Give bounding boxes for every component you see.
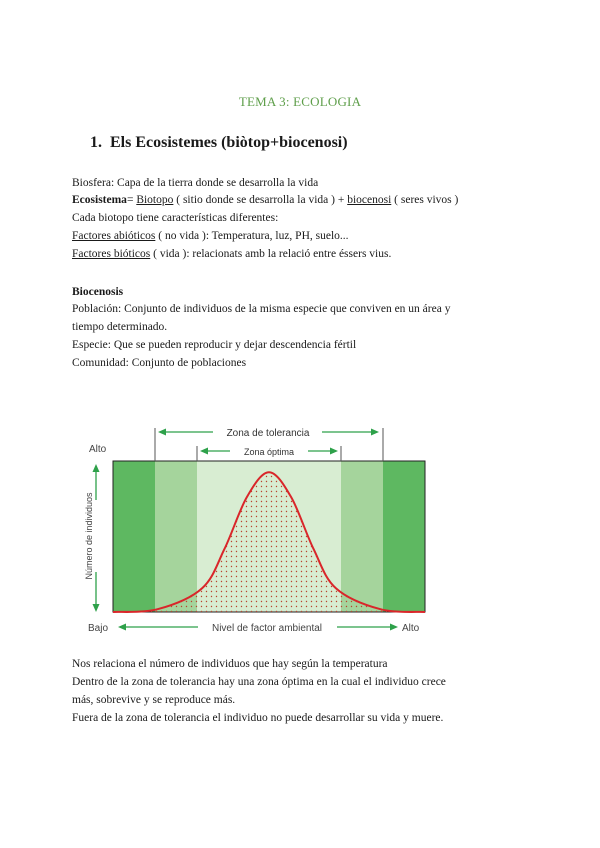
- bioticos-term: Factores bióticos: [72, 248, 151, 260]
- biocenosis-heading: Biocenosis: [72, 286, 124, 298]
- topic-title: TEMA 3: ECOLOGIA: [238, 94, 362, 109]
- bioticos-text: ( vida ): relacionats amb la relació entre éssers vius.: [150, 248, 392, 260]
- optimal-arrow-left-head: [200, 448, 208, 455]
- zone-tolerance-right: [341, 461, 383, 612]
- abioticos-term: Factores abióticos: [72, 230, 156, 242]
- cada-biotopo-line: Cada biotopo tiene características diferentes:: [72, 212, 279, 224]
- poblacion-line-2: tiempo determinado.: [72, 321, 168, 333]
- y-arrow-up-head: [93, 464, 100, 472]
- x-low-label: Bajo: [88, 623, 109, 634]
- x-high-label: Alto: [402, 623, 420, 634]
- y-arrow-down-head: [93, 604, 100, 612]
- section-number: 1.: [90, 134, 102, 151]
- y-axis-label: Número de individuos: [84, 492, 94, 580]
- x-arrow-left-head: [118, 624, 126, 631]
- tolerance-arrow-right-head: [371, 429, 379, 436]
- x-axis-label: Nivel de factor ambiental: [211, 623, 323, 634]
- section-title: Els Ecosistemes (biòtop+biocenosi): [110, 134, 348, 151]
- zone-extreme-left: [113, 461, 155, 612]
- x-arrow-right-head: [390, 624, 398, 631]
- abioticos-text: ( no vida ): Temperatura, luz, PH, suelo...: [155, 230, 349, 242]
- eco-middle-text: ( sitio donde se desarrolla la vida ) +: [173, 194, 348, 206]
- zone-tolerance-left: [155, 461, 197, 612]
- comunidad-line: Comunidad: Conjunto de poblaciones: [72, 357, 247, 369]
- eco-equals: =: [126, 194, 137, 206]
- y-high-label: Alto: [89, 444, 107, 455]
- biosfera-line: Biosfera: Capa de la tierra donde se desarrolla la vida: [72, 177, 319, 189]
- eco-end-text: ( seres vivos ): [391, 194, 459, 206]
- after-line-1: Nos relaciona el número de individuos que hay según la temperatura: [72, 658, 388, 670]
- after-line-4: Fuera de la zona de tolerancia el individuo no puede desarrollar su vida y muere.: [72, 712, 444, 724]
- optimal-zone-label: Zona óptima: [243, 447, 295, 457]
- tolerance-arrow-left-head: [158, 429, 166, 436]
- especie-line: Especie: Que se pueden reproducir y dejar descendencia fértil: [72, 339, 357, 351]
- tolerance-zone-label: Zona de tolerancia: [226, 428, 310, 439]
- biotopo-term: Biotopo: [136, 194, 174, 206]
- zone-extreme-right: [383, 461, 425, 612]
- poblacion-line-1: Población: Conjunto de individuos de la misma especie que conviven en un área y: [72, 303, 451, 315]
- after-line-2: Dentro de la zona de tolerancia hay una zona óptima en la cual el individuo crece: [72, 676, 446, 688]
- ecosistema-term: Ecosistema: [72, 194, 127, 206]
- biocenosi-term: biocenosi: [347, 194, 392, 206]
- optimal-arrow-right-head: [330, 448, 338, 455]
- after-line-3: más, sobrevive y se reproduce más.: [72, 694, 236, 706]
